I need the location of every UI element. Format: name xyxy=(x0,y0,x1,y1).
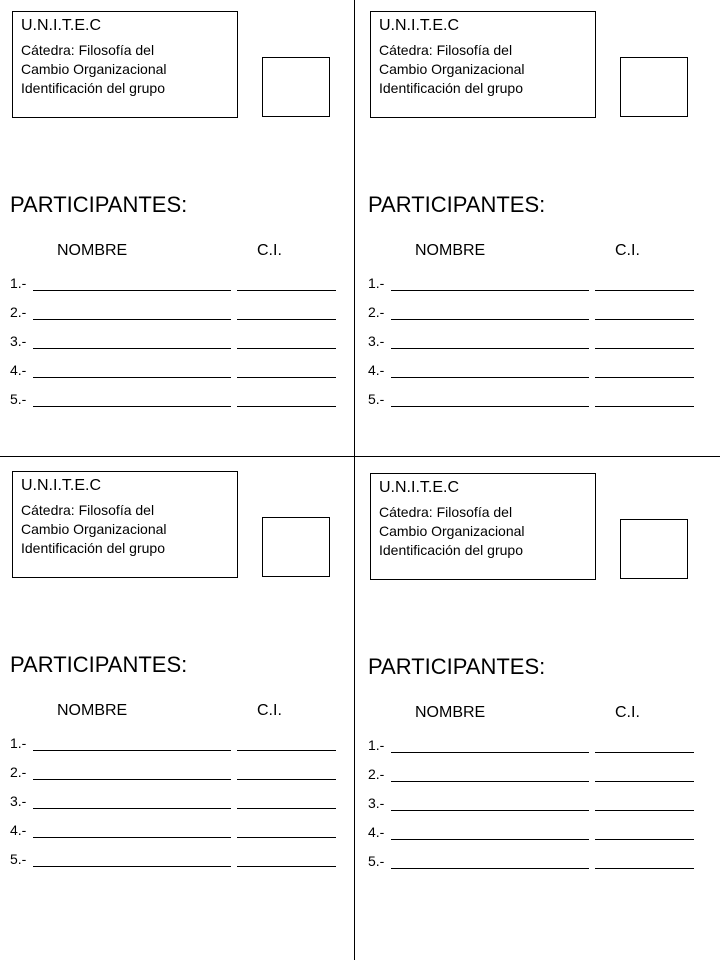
ci-blank-line xyxy=(237,808,336,809)
name-blank-line xyxy=(391,752,589,753)
name-blank-line xyxy=(391,781,589,782)
row-number: 3.- xyxy=(368,795,385,811)
row-number: 5.- xyxy=(368,391,385,407)
participant-row xyxy=(10,732,340,761)
participant-row xyxy=(10,359,340,388)
participant-row xyxy=(10,761,340,790)
row-number: 2.- xyxy=(10,304,27,320)
group-id-label: Identificación del grupo xyxy=(21,80,165,96)
name-blank-line xyxy=(391,810,589,811)
ci-blank-line xyxy=(237,837,336,838)
name-blank-line xyxy=(391,377,589,378)
subject-line: Cambio Organizacional xyxy=(21,61,167,77)
participant-row xyxy=(368,821,698,850)
participants-list xyxy=(10,732,340,877)
row-number: 1.- xyxy=(10,275,27,291)
participant-row xyxy=(10,272,340,301)
name-blank-line xyxy=(33,348,231,349)
name-blank-line xyxy=(33,377,231,378)
ci-blank-line xyxy=(237,290,336,291)
group-form-card xyxy=(358,462,713,922)
ci-column-header: C.I. xyxy=(257,242,282,259)
group-id-label: Identificación del grupo xyxy=(379,542,523,558)
subject-line: Cátedra: Filosofía del xyxy=(379,42,513,58)
group-id-label: Identificación del grupo xyxy=(379,80,523,96)
ci-blank-line xyxy=(595,377,694,378)
name-blank-line xyxy=(391,406,589,407)
group-form-card xyxy=(0,460,355,920)
header-box xyxy=(12,11,238,118)
name-blank-line xyxy=(33,406,231,407)
participant-row xyxy=(10,790,340,819)
row-number: 4.- xyxy=(10,362,27,378)
group-id-box xyxy=(262,57,330,117)
subject-line: Cátedra: Filosofía del xyxy=(379,504,513,520)
participants-list xyxy=(368,272,698,417)
row-number: 5.- xyxy=(10,391,27,407)
row-number: 1.- xyxy=(10,735,27,751)
ci-blank-line xyxy=(237,750,336,751)
subject-line: Cambio Organizacional xyxy=(379,523,525,539)
participant-row xyxy=(10,388,340,417)
participants-title: PARTICIPANTES: xyxy=(10,652,188,677)
name-blank-line xyxy=(33,319,231,320)
ci-blank-line xyxy=(595,752,694,753)
row-number: 3.- xyxy=(10,333,27,349)
participant-row xyxy=(368,734,698,763)
name-blank-line xyxy=(33,290,231,291)
name-column-header: NOMBRE xyxy=(415,704,486,721)
row-number: 5.- xyxy=(368,853,385,869)
name-blank-line xyxy=(391,319,589,320)
participants-list xyxy=(10,272,340,417)
subject-line: Cambio Organizacional xyxy=(21,521,167,537)
ci-blank-line xyxy=(595,868,694,869)
name-column-header: NOMBRE xyxy=(57,242,128,259)
ci-blank-line xyxy=(237,348,336,349)
participants-title: PARTICIPANTES: xyxy=(10,192,188,217)
name-blank-line xyxy=(33,837,231,838)
participant-row xyxy=(368,272,698,301)
row-number: 2.- xyxy=(368,304,385,320)
participant-row xyxy=(10,848,340,877)
row-number: 1.- xyxy=(368,275,385,291)
participants-title: PARTICIPANTES: xyxy=(368,192,546,217)
row-number: 4.- xyxy=(10,822,27,838)
participant-row xyxy=(368,388,698,417)
name-blank-line xyxy=(33,808,231,809)
name-column-header: NOMBRE xyxy=(57,702,128,719)
group-form-card xyxy=(358,0,713,460)
row-number: 2.- xyxy=(368,766,385,782)
ci-blank-line xyxy=(237,866,336,867)
ci-column-header: C.I. xyxy=(615,704,640,721)
row-number: 4.- xyxy=(368,824,385,840)
row-number: 1.- xyxy=(368,737,385,753)
participants-title: PARTICIPANTES: xyxy=(368,654,546,679)
header-box xyxy=(12,471,238,578)
ci-blank-line xyxy=(595,781,694,782)
ci-blank-line xyxy=(595,348,694,349)
institution-name: U.N.I.T.E.C xyxy=(21,17,102,34)
header-box xyxy=(370,11,596,118)
group-id-box xyxy=(620,519,688,579)
participant-row xyxy=(368,792,698,821)
institution-name: U.N.I.T.E.C xyxy=(21,477,102,494)
participant-row xyxy=(368,763,698,792)
group-id-label: Identificación del grupo xyxy=(21,540,165,556)
subject-line: Cátedra: Filosofía del xyxy=(21,42,155,58)
participant-row xyxy=(10,301,340,330)
participant-row xyxy=(368,359,698,388)
ci-blank-line xyxy=(595,810,694,811)
ci-column-header: C.I. xyxy=(257,702,282,719)
participant-row xyxy=(368,301,698,330)
institution-name: U.N.I.T.E.C xyxy=(379,17,460,34)
name-blank-line xyxy=(33,866,231,867)
group-form-card xyxy=(0,0,355,460)
ci-column-header: C.I. xyxy=(615,242,640,259)
ci-blank-line xyxy=(237,406,336,407)
participant-row xyxy=(368,330,698,359)
row-number: 3.- xyxy=(368,333,385,349)
ci-blank-line xyxy=(595,839,694,840)
ci-blank-line xyxy=(237,377,336,378)
participants-list xyxy=(368,734,698,879)
institution-name: U.N.I.T.E.C xyxy=(379,479,460,496)
ci-blank-line xyxy=(595,319,694,320)
name-blank-line xyxy=(33,750,231,751)
name-blank-line xyxy=(391,290,589,291)
subject-line: Cátedra: Filosofía del xyxy=(21,502,155,518)
participant-row xyxy=(368,850,698,879)
ci-blank-line xyxy=(595,406,694,407)
ci-blank-line xyxy=(237,779,336,780)
header-box xyxy=(370,473,596,580)
name-blank-line xyxy=(391,868,589,869)
participant-row xyxy=(10,819,340,848)
name-blank-line xyxy=(33,779,231,780)
row-number: 3.- xyxy=(10,793,27,809)
name-blank-line xyxy=(391,348,589,349)
row-number: 2.- xyxy=(10,764,27,780)
participant-row xyxy=(10,330,340,359)
ci-blank-line xyxy=(595,290,694,291)
group-id-box xyxy=(262,517,330,577)
row-number: 5.- xyxy=(10,851,27,867)
group-id-box xyxy=(620,57,688,117)
name-blank-line xyxy=(391,839,589,840)
subject-line: Cambio Organizacional xyxy=(379,61,525,77)
name-column-header: NOMBRE xyxy=(415,242,486,259)
row-number: 4.- xyxy=(368,362,385,378)
ci-blank-line xyxy=(237,319,336,320)
